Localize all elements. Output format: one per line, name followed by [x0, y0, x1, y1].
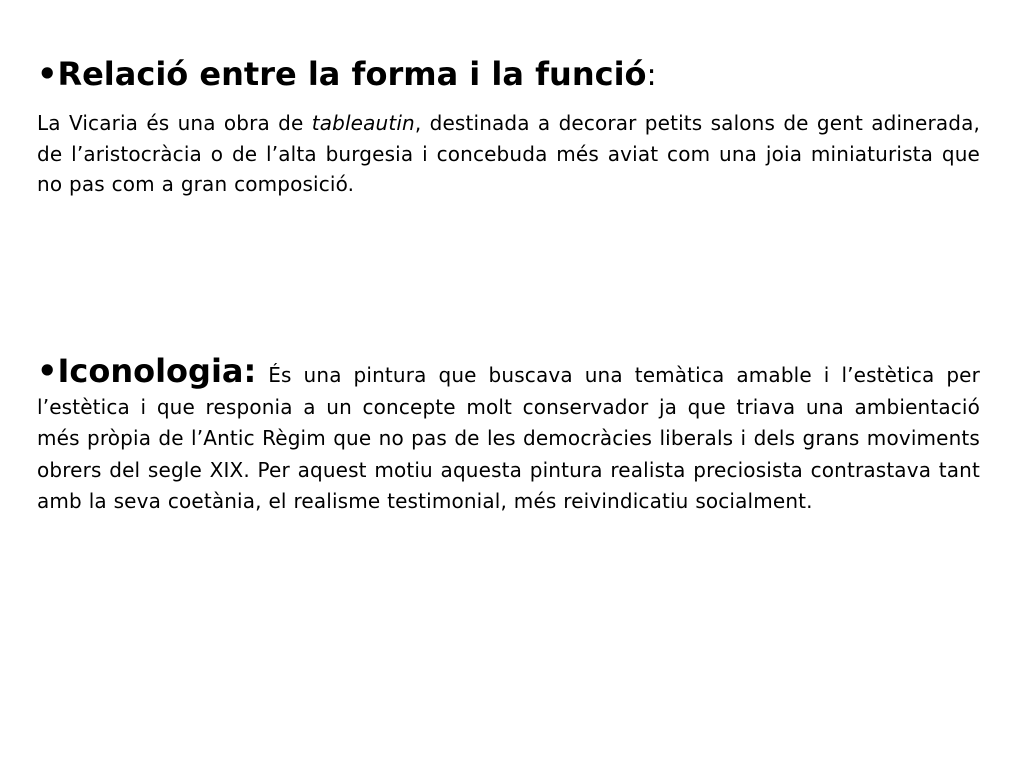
section-forma-funcio: [37, 52, 980, 200]
section-paragraph: [37, 108, 980, 200]
heading-colon: :: [243, 352, 257, 390]
heading-colon: :: [646, 58, 657, 93]
heading-text: Iconologia: [57, 352, 244, 390]
section-iconologia: [37, 352, 980, 518]
paragraph-italic-term: tableautin: [311, 111, 415, 135]
section-paragraph: [37, 352, 980, 518]
bullet: •: [37, 352, 58, 390]
paragraph-text: És una pintura que buscava una temàtica amable i l’estètica per l’estètica i que responia a un concepte molt conservador ja que triava una ambientació més pròpia de l’Antic Règim que no pas de les democràcies liberals i dels grans moviments obrers del segle XIX. Per aquest motiu aquesta pintura realista preciosista contrastava tant amb la seva coetània, el realisme testimonial, més reivindicatiu socialment.: [37, 363, 980, 513]
bullet: •: [37, 55, 58, 93]
heading-text: Relació entre la forma i la funció: [57, 55, 647, 93]
section-heading: [37, 352, 256, 390]
paragraph-text-end: , destinada a decorar petits salons de gent adinerada, de l’aristocràcia o de l’alta burgesia i concebuda més aviat com una joia miniaturista que no pas com a gran composició.: [37, 111, 980, 196]
paragraph-text-start: La Vicaria és una obra de: [37, 111, 312, 135]
section-heading: [37, 52, 980, 98]
